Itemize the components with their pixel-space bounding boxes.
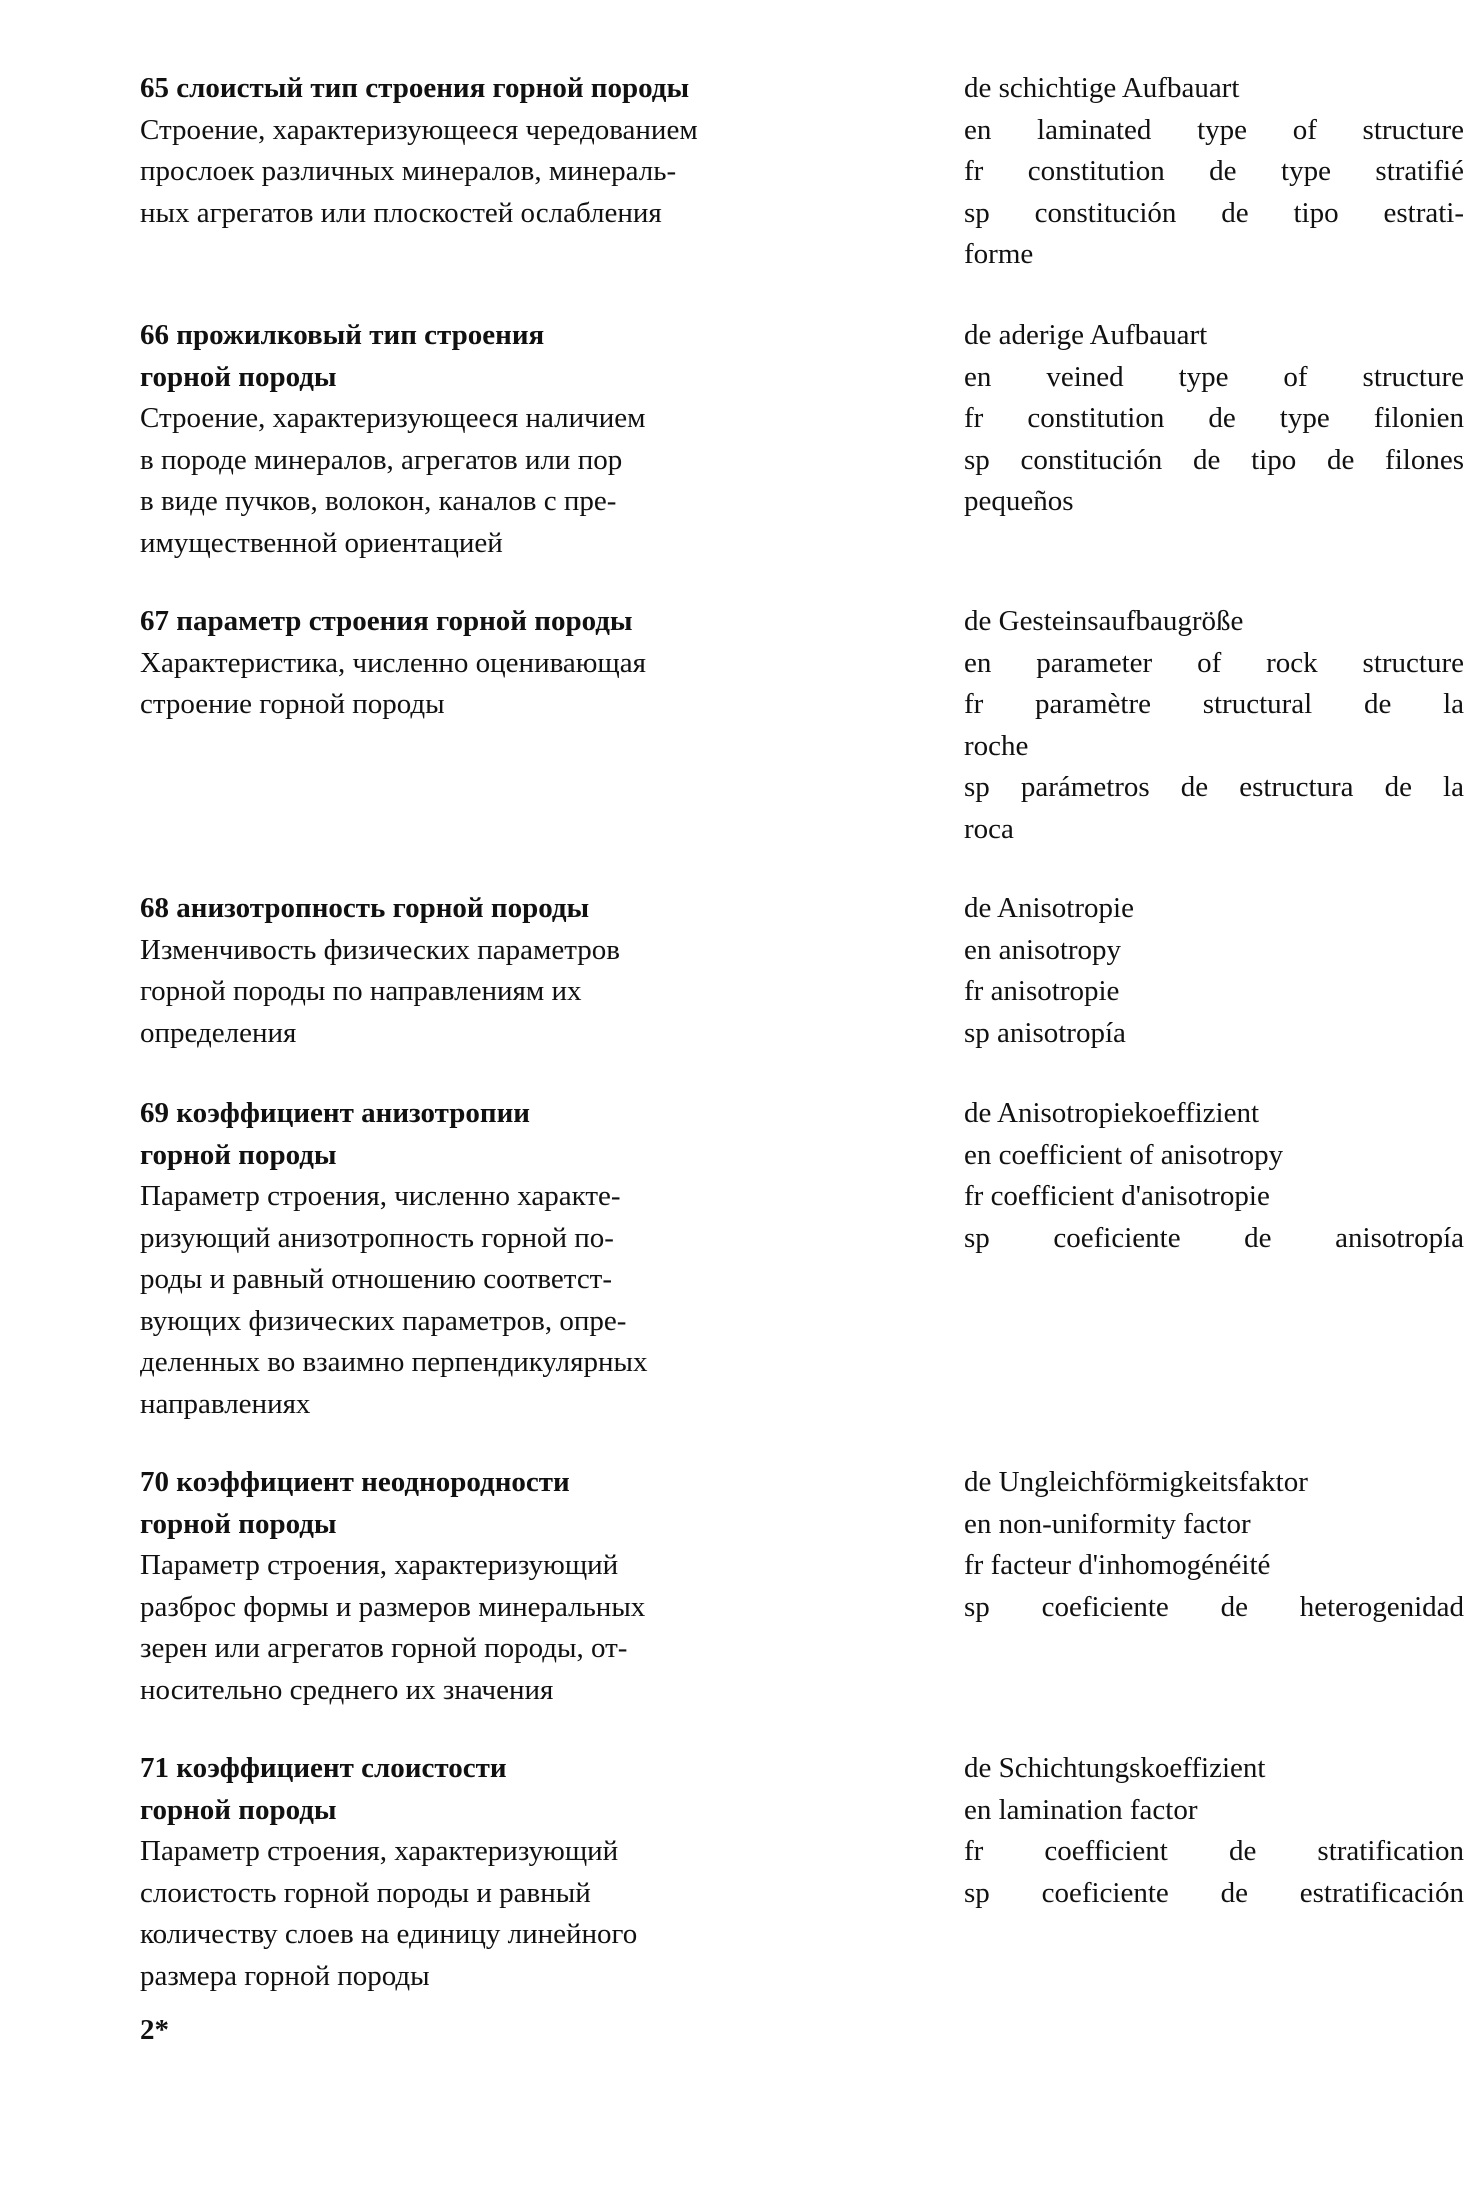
translation-line: de Anisotropie bbox=[964, 892, 1134, 924]
entry-term bbox=[140, 1748, 900, 1790]
entry-russian-column bbox=[140, 888, 900, 1054]
entry-translations bbox=[964, 601, 1464, 850]
translation-line: fr paramètre structural de la bbox=[964, 688, 1464, 720]
entry-russian-column bbox=[140, 68, 900, 234]
term-line-1: коэффициент анизотропии bbox=[176, 1097, 530, 1129]
term-line-2: горной породы bbox=[140, 1793, 337, 1826]
translation-line: en coefficient of anisotropy bbox=[964, 1138, 1284, 1171]
entry-russian-column bbox=[140, 601, 900, 726]
translation-line: de Ungleichförmigkeitsfaktor bbox=[964, 1466, 1308, 1498]
term-line-2: горной породы bbox=[140, 1507, 337, 1540]
term-line-1: коэффициент слоистости bbox=[176, 1752, 507, 1784]
entry-number: 66 bbox=[140, 319, 169, 351]
translation-line: en parameter of rock structure bbox=[964, 646, 1464, 679]
translation-line: de Gesteinsaufbaugröße bbox=[964, 605, 1244, 637]
entry-russian-column bbox=[140, 315, 900, 564]
entry-definition: Параметр строения, численно характе- ризующий анизотропность горной по- роды и равный отношению соответст- вующих физических параметров, опре- деленных во взаимно перпендикулярных направлениях bbox=[140, 1180, 648, 1420]
entry-definition: Строение, характеризующееся чередованием прослоек различных минералов, минераль- ных агрегатов или плоскостей ослабления bbox=[140, 113, 698, 229]
translation-line: sp coeficiente de estratificación bbox=[964, 1876, 1464, 1909]
entry-term bbox=[140, 601, 900, 643]
entry-russian-column bbox=[140, 1748, 900, 1997]
translation-line: sp constitución de tipo de filones bbox=[964, 443, 1464, 476]
term-line-1: параметр строения горной породы bbox=[176, 605, 633, 637]
term-line-2: горной породы bbox=[140, 360, 337, 393]
entry-term bbox=[140, 888, 900, 930]
entry-russian-column bbox=[140, 1462, 900, 1711]
translation-line: fr constitution de type stratifié bbox=[964, 155, 1464, 187]
entry-definition: Параметр строения, характеризующий разброс формы и размеров минеральных зерен или агрегатов горной породы, от- носительно среднего их значения bbox=[140, 1549, 646, 1706]
entry-definition: Изменчивость физических параметров горной породы по направлениям их определения bbox=[140, 933, 620, 1049]
translation-line: fr coefficient d'anisotropie bbox=[964, 1180, 1270, 1212]
translation-line: en laminated type of structure bbox=[964, 113, 1464, 146]
translation-line: en lamination factor bbox=[964, 1793, 1198, 1826]
translation-line: sp anisotropía bbox=[964, 1016, 1126, 1049]
entry-russian-column bbox=[140, 1093, 900, 1425]
term-line-1: коэффициент неоднородности bbox=[176, 1466, 570, 1498]
entry-number: 69 bbox=[140, 1097, 169, 1129]
term-line-1: анизотропность горной породы bbox=[176, 892, 590, 924]
entry-translations bbox=[964, 315, 1464, 523]
translation-line: de schichtige Aufbauart bbox=[964, 72, 1240, 104]
translation-line: en anisotropy bbox=[964, 933, 1122, 966]
entry-term bbox=[140, 315, 900, 357]
translation-line: sp coeficiente de heterogenidad bbox=[964, 1590, 1464, 1623]
translation-line: sp coeficiente de anisotropía bbox=[964, 1221, 1464, 1254]
translation-line: sp constitución de tipo estrati- bbox=[964, 196, 1464, 229]
translation-line: fr anisotropie bbox=[964, 975, 1120, 1007]
entry-translations bbox=[964, 68, 1464, 276]
entry-translations bbox=[964, 1093, 1464, 1259]
translation-line: fr facteur d'inhomogénéité bbox=[964, 1549, 1271, 1581]
entry-definition: Характеристика, численно оценивающая строение горной породы bbox=[140, 646, 646, 720]
translation-line: fr coefficient de stratification bbox=[964, 1835, 1464, 1867]
entry-definition: Параметр строения, характеризующий слоистость горной породы и равный количеству слоев на единицу линейного размера горной породы bbox=[140, 1835, 638, 1992]
translation-line: pequeños bbox=[964, 485, 1074, 517]
translation-line: en non-uniformity factor bbox=[964, 1507, 1251, 1540]
entry-number: 71 bbox=[140, 1752, 169, 1784]
translation-line: fr constitution de type filonien bbox=[964, 402, 1464, 434]
translation-line: de aderige Aufbauart bbox=[964, 319, 1208, 351]
translation-line: en veined type of structure bbox=[964, 360, 1464, 393]
term-line-1: слоистый тип строения горной породы bbox=[176, 72, 690, 104]
translation-line: forme bbox=[964, 238, 1034, 270]
entry-number: 65 bbox=[140, 72, 169, 104]
term-line-2: горной породы bbox=[140, 1138, 337, 1171]
translation-line: sp parámetros de estructura de la bbox=[964, 771, 1464, 803]
translation-line: roche bbox=[964, 729, 1029, 762]
translation-line: de Schichtungskoeffizient bbox=[964, 1752, 1266, 1784]
translation-line: de Anisotropiekoeffizient bbox=[964, 1097, 1260, 1129]
entry-term bbox=[140, 1462, 900, 1504]
entry-term bbox=[140, 1093, 900, 1135]
entry-number: 68 bbox=[140, 892, 169, 924]
entry-translations bbox=[964, 1748, 1464, 1914]
term-line-1: прожилковый тип строения bbox=[176, 319, 545, 351]
entry-translations bbox=[964, 1462, 1464, 1628]
translation-line: roca bbox=[964, 812, 1014, 845]
entry-number: 67 bbox=[140, 605, 169, 637]
signature-mark: 2* bbox=[140, 2014, 169, 2046]
entry-number: 70 bbox=[140, 1466, 169, 1498]
entry-definition: Строение, характеризующееся наличием в породе минералов, агрегатов или пор в виде пучков, волокон, каналов с пре- имущественной ориентацией bbox=[140, 402, 646, 559]
entry-translations bbox=[964, 888, 1464, 1054]
entry-term bbox=[140, 68, 900, 110]
